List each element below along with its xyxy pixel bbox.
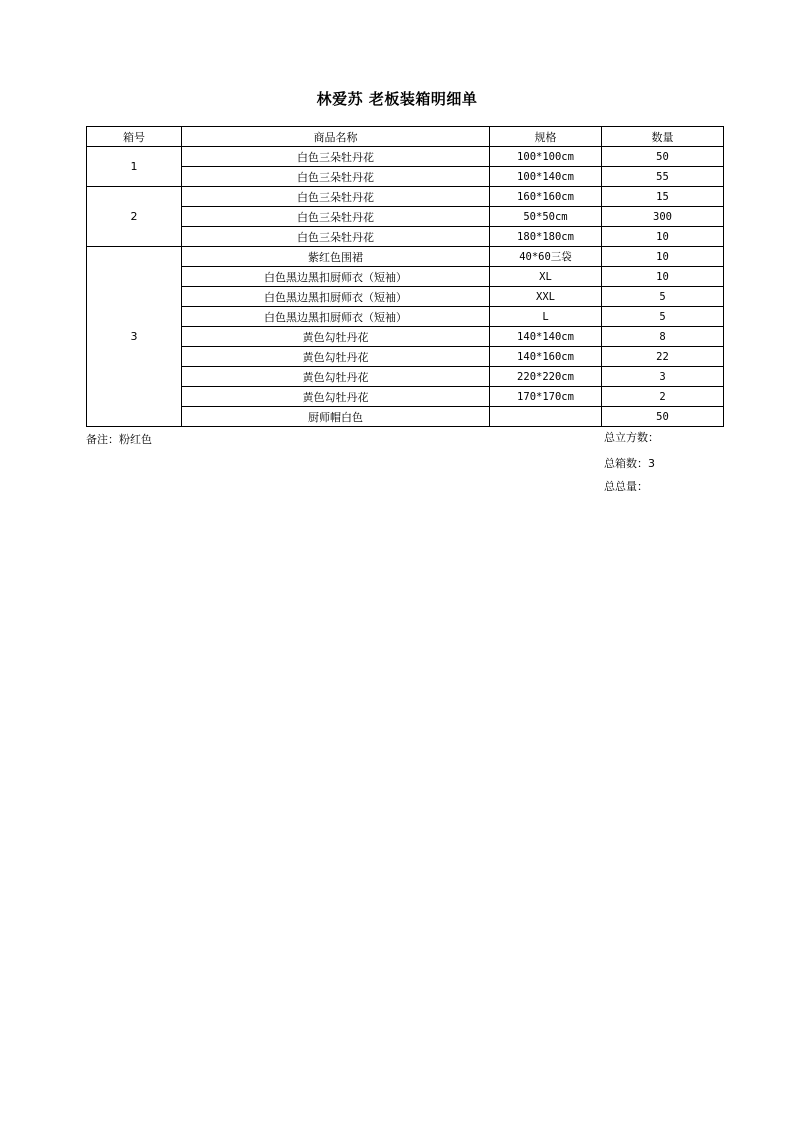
product-name-cell: 白色黑边黑扣厨师衣（短袖） (182, 267, 490, 287)
quantity-cell: 5 (602, 287, 724, 307)
spec-cell: XL (490, 267, 602, 287)
product-name-cell: 白色黑边黑扣厨师衣（短袖） (182, 307, 490, 327)
product-name-cell: 黄色勾牡丹花 (182, 387, 490, 407)
quantity-cell: 22 (602, 347, 724, 367)
quantity-cell: 10 (602, 267, 724, 287)
product-name-cell: 白色黑边黑扣厨师衣（短袖） (182, 287, 490, 307)
table-row (87, 207, 724, 227)
product-name-cell: 紫红色围裙 (182, 247, 490, 267)
spec-cell: 40*60三袋 (490, 247, 602, 267)
document-title: 林爱苏 老板装箱明细单 (316, 90, 478, 108)
spec-cell: 220*220cm (490, 367, 602, 387)
table-row (87, 347, 724, 367)
quantity-cell: 5 (602, 307, 724, 327)
product-name-cell: 白色三朵牡丹花 (182, 147, 490, 167)
box-number-cell: 3 (87, 247, 182, 427)
spec-cell: 180*180cm (490, 227, 602, 247)
quantity-cell: 50 (602, 407, 724, 427)
product-name-cell: 白色三朵牡丹花 (182, 227, 490, 247)
spec-cell: 140*140cm (490, 327, 602, 347)
table-row (87, 387, 724, 407)
header-product-name: 商品名称 (182, 127, 490, 147)
remark: 备注：粉红色 (86, 433, 152, 446)
spec-cell: 100*100cm (490, 147, 602, 167)
table-row (87, 227, 724, 247)
spec-cell: 170*170cm (490, 387, 602, 407)
total-volume: 总立方数： (604, 431, 659, 444)
table-row (87, 407, 724, 427)
table-row (87, 367, 724, 387)
table-row (87, 287, 724, 307)
product-name-cell: 白色三朵牡丹花 (182, 187, 490, 207)
box-number-cell: 1 (87, 147, 182, 187)
table-row (87, 267, 724, 287)
product-name-cell: 白色三朵牡丹花 (182, 167, 490, 187)
packing-table (86, 126, 724, 427)
quantity-cell: 50 (602, 147, 724, 167)
table-row (87, 307, 724, 327)
spec-cell (490, 407, 602, 427)
quantity-cell: 8 (602, 327, 724, 347)
box-number-cell: 2 (87, 187, 182, 247)
header-box-no: 箱号 (87, 127, 182, 147)
table-row (87, 247, 724, 267)
product-name-cell: 黄色勾牡丹花 (182, 327, 490, 347)
quantity-cell: 300 (602, 207, 724, 227)
table-row (87, 327, 724, 347)
product-name-cell: 厨师帽白色 (182, 407, 490, 427)
spec-cell: 100*140cm (490, 167, 602, 187)
product-name-cell: 黄色勾牡丹花 (182, 367, 490, 387)
product-name-cell: 黄色勾牡丹花 (182, 347, 490, 367)
quantity-cell: 15 (602, 187, 724, 207)
header-quantity: 数量 (602, 127, 724, 147)
quantity-cell: 55 (602, 167, 724, 187)
table-row (87, 187, 724, 207)
quantity-cell: 2 (602, 387, 724, 407)
spec-cell: 50*50cm (490, 207, 602, 227)
spec-cell: 160*160cm (490, 187, 602, 207)
total-weight: 总总量： (604, 480, 648, 493)
spec-cell: 140*160cm (490, 347, 602, 367)
spec-cell: L (490, 307, 602, 327)
product-name-cell: 白色三朵牡丹花 (182, 207, 490, 227)
quantity-cell: 10 (602, 247, 724, 267)
table-row (87, 167, 724, 187)
table-body (87, 147, 724, 427)
header-spec: 规格 (490, 127, 602, 147)
spec-cell: XXL (490, 287, 602, 307)
quantity-cell: 3 (602, 367, 724, 387)
table-row (87, 147, 724, 167)
quantity-cell: 10 (602, 227, 724, 247)
table-header-row (87, 127, 724, 147)
total-boxes: 总箱数：3 (604, 457, 655, 470)
